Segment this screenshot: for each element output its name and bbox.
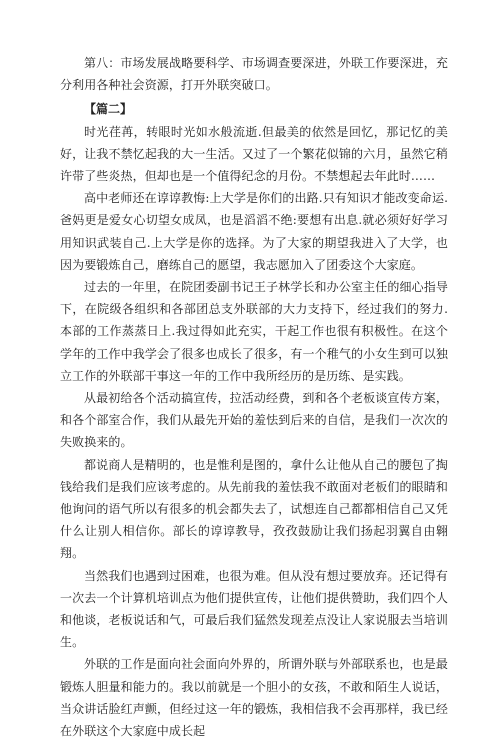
- paragraph-outreach-work: 外联的工作是面向社会面向外界的，所谓外联与外部联系也，也是最锻炼人胆量和能力的。我以前就是一个胆小的女孩，不敢和陌生人说话，当众讲话脸红声颤，但经过这一年的锻炼，我相信我不会再那样，我已经在外联这个大家庭中成长起: [60, 657, 448, 739]
- paragraph-market-strategy: 第八：市场发展战略要科学、市场调查要深进，外联工作要深进，充分利用各种社会资源，打开外联突破口。: [60, 56, 448, 93]
- paragraph-past-year: 过去的一年里，在院团委副书记王子林学长和办公室主任的细心指导下，在院级各组织和各部团总支外联部的大力支持下，经过我们的努力.本部的工作蒸蒸日上.我过得如此充实，干起工作也很有积极性。在这个学年的工作中我学会了很多也成长了很多，有一个稚气的小女生到可以独立工作的外联部干事这一年的工作中我所经历的是历练、是实践。: [60, 280, 448, 383]
- paragraph-activities: 从最初给各个活动搞宣传，拉活动经费，到和各个老板谈宣传方案，和各个部室合作，我们从最先开始的羞怯到后来的自信，是我们一次次的失败换来的。: [60, 391, 448, 450]
- paragraph-high-school: 高中老师还在谆谆教悔:上大学是你们的出路.只有知识才能改变命运.爸妈更是爱女心切望女成凤，也是滔滔不绝:要想有出息.就必须好好学习用知识武装自己.上大学是你的选择。为了大家的期望我进入了大学，也因为要锻炼自己，磨练自己的愿望，我志愿加入了团委这个大家庭。: [60, 191, 448, 272]
- paragraph-merchants: 都说商人是精明的，也是惟利是图的，拿什么让他从自己的腰包了掏钱给我们是我们应该考虑的。从先前我的羞怯我不敢面对老板们的眼睛和他询问的语气所以有很多的机会都失去了，试想连自己都都相信自己又凭什么让别人相信你。部长的谆谆教导，孜孜鼓励让我们扬起羽翼自由翱翔。: [60, 457, 448, 561]
- paragraph-difficulties: 当然我们也遇到过困难，也很为难。但从没有想过要放弃。还记得有一次去一个计算机培训点为他们提供宣传，让他们提供赞助，我们四个人和他谈，老板说话和气，可最后我们猛然发现差点没让人家说服去当培训生。: [60, 568, 448, 650]
- section-heading: 【篇二】: [84, 102, 133, 117]
- paragraph-intro-memory: 时光荏苒，转眼时光如水般流逝.但最美的依然是回忆，那记忆的美好，让我不禁忆起我的大一生活。又过了一个繁花似锦的六月，虽然它稍许带了些炎热，但却也是一个值得纪念的月份。不禁想起去年此时……: [60, 124, 448, 184]
